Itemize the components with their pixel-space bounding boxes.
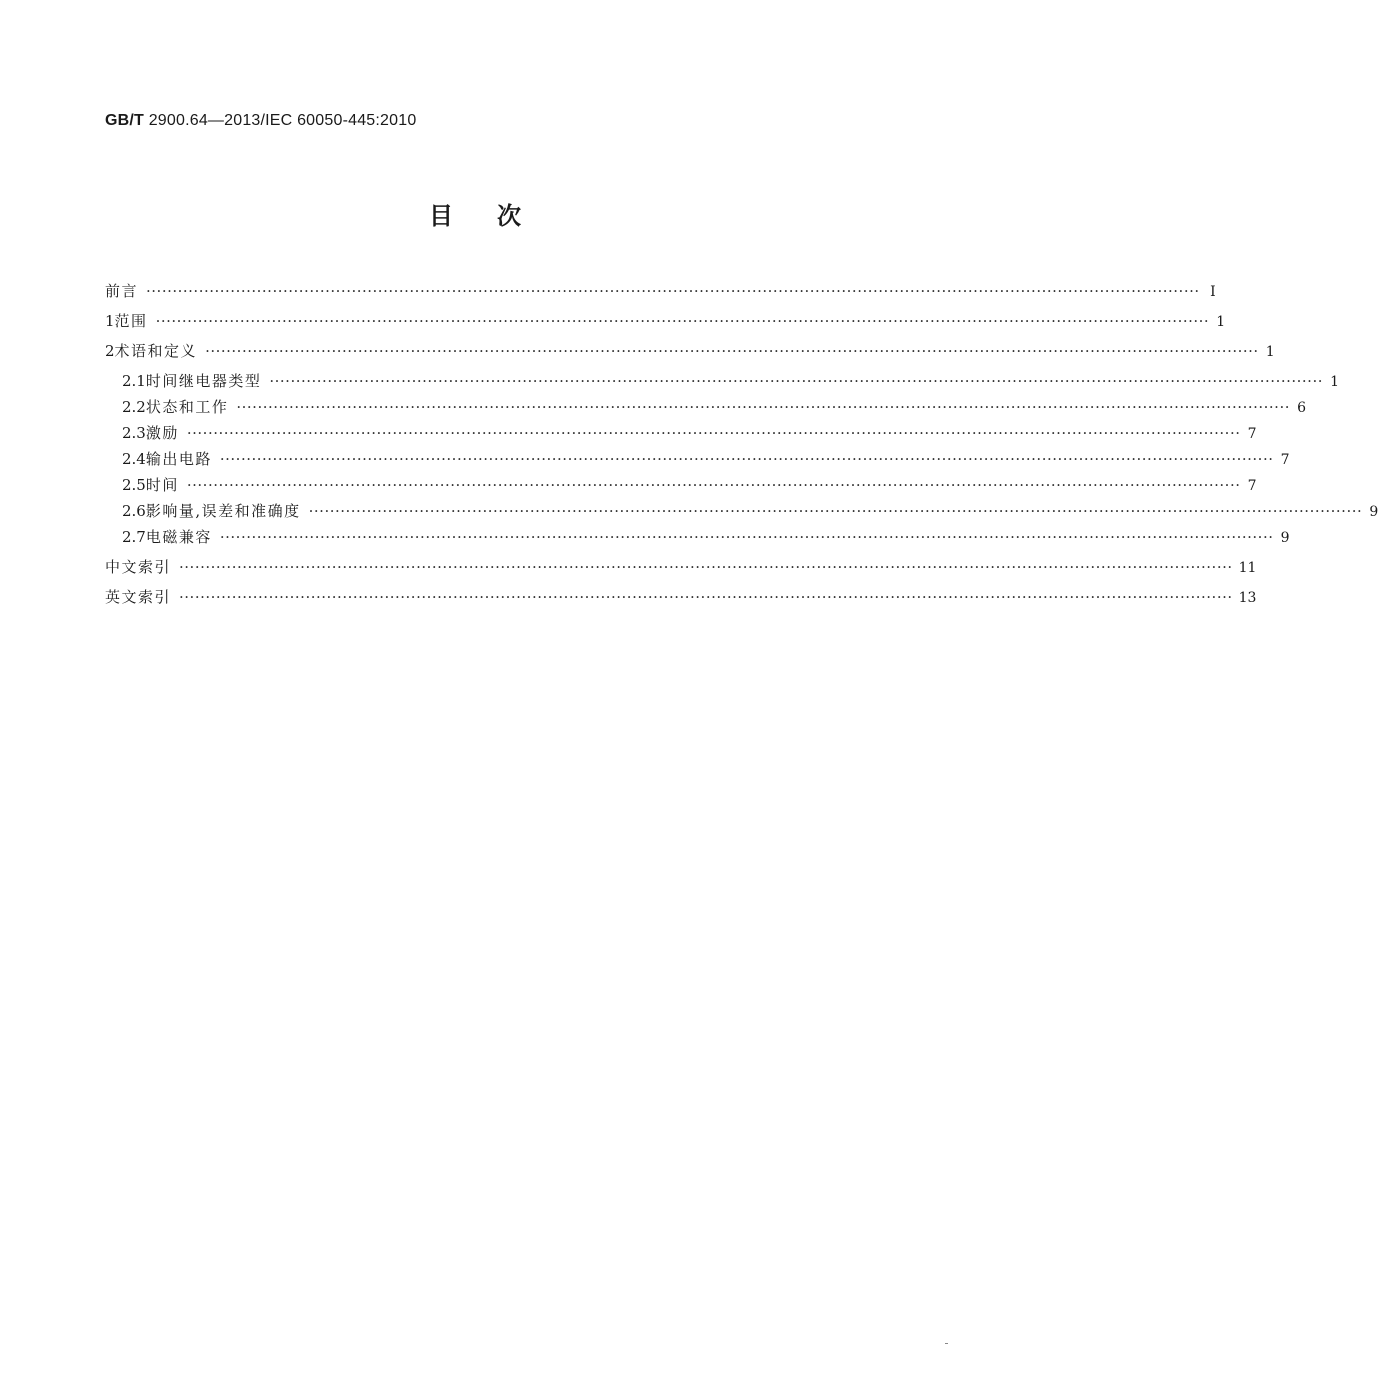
- toc-entry-label: 影响量,误差和准确度: [145, 502, 301, 520]
- dot-leader: ········································································································································································································: [219, 450, 1274, 468]
- toc-entry-label: 范围: [114, 312, 148, 330]
- toc-entry-chinese-index[interactable]: [105, 556, 1257, 578]
- toc-entry-label: 中文索引: [105, 558, 172, 576]
- toc-entry-label: 前言: [105, 282, 139, 300]
- toc-entry-label: 状态和工作: [145, 398, 229, 416]
- toc-entry-number: 1: [105, 312, 115, 330]
- toc-entry-page: Ⅰ: [1210, 284, 1216, 300]
- toc-entry-2-4[interactable]: [122, 448, 1290, 470]
- toc-entry-page: 13: [1238, 590, 1257, 606]
- toc-entry-number: 2.5: [122, 476, 146, 494]
- toc-entry-number: 2.6: [122, 502, 146, 520]
- toc-entry-number: 2: [105, 342, 115, 360]
- toc-entry-terms[interactable]: [105, 340, 1275, 362]
- scan-artifact: [945, 1343, 948, 1344]
- toc-entry-2-5[interactable]: [122, 474, 1257, 496]
- dot-leader: ········································································································································································································: [179, 588, 1233, 606]
- toc-entry-2-6[interactable]: [122, 500, 1378, 522]
- dot-leader: ········································································································································································································: [186, 476, 1241, 494]
- toc-entry-page: 6: [1297, 400, 1306, 416]
- toc-title: 目次: [429, 202, 565, 230]
- toc-entry-page: 7: [1247, 426, 1257, 442]
- toc-entry-page: 11: [1238, 560, 1257, 576]
- document-header: [105, 112, 416, 130]
- toc-entry-2-2[interactable]: [122, 396, 1306, 418]
- toc-entry-page: 7: [1247, 478, 1257, 494]
- standard-prefix: GB/T: [105, 112, 145, 129]
- toc-entry-page: 9: [1369, 504, 1378, 520]
- toc-entry-number: 2.4: [122, 450, 146, 468]
- toc-entry-label: 术语和定义: [114, 342, 198, 360]
- toc-entry-label: 英文索引: [105, 588, 172, 606]
- toc-entry-page: 1: [1330, 374, 1339, 390]
- toc-entry-foreword[interactable]: [105, 280, 1216, 302]
- dot-leader: ········································································································································································································: [205, 342, 1259, 360]
- dot-leader: ········································································································································································································: [179, 558, 1233, 576]
- toc-entry-english-index[interactable]: [105, 586, 1257, 608]
- toc-entry-2-3[interactable]: [122, 422, 1257, 444]
- toc-entry-label: 时间: [145, 476, 179, 494]
- dot-leader: ········································································································································································································: [155, 312, 1210, 330]
- dot-leader: ········································································································································································································: [308, 502, 1363, 520]
- toc-entry-number: 2.2: [122, 398, 146, 416]
- toc-entry-number: 2.3: [122, 424, 146, 442]
- toc-entry-number: 2.7: [122, 528, 146, 546]
- dot-leader: ········································································································································································································: [269, 372, 1323, 390]
- standard-number: 2900.64—2013/IEC 60050-445:2010: [148, 112, 417, 129]
- toc-entry-page: 7: [1280, 452, 1290, 468]
- toc-entry-2-7[interactable]: [122, 526, 1290, 548]
- toc-entry-scope[interactable]: [105, 310, 1226, 332]
- toc-entry-label: 时间继电器类型: [145, 372, 262, 390]
- toc-entry-2-1[interactable]: [122, 370, 1339, 392]
- toc-entry-label: 输出电路: [145, 450, 212, 468]
- dot-leader: ········································································································································································································: [236, 398, 1290, 416]
- toc-entry-label: 激励: [145, 424, 179, 442]
- toc-entry-number: 2.1: [122, 372, 146, 390]
- toc-entry-page: 1: [1216, 314, 1226, 330]
- toc-entry-label: 电磁兼容: [145, 528, 212, 546]
- dot-leader: ········································································································································································································: [186, 424, 1241, 442]
- toc-entry-page: 1: [1265, 344, 1275, 360]
- dot-leader: ········································································································································································································: [219, 528, 1274, 546]
- toc-entry-page: 9: [1280, 530, 1290, 546]
- dot-leader: ········································································································································································································: [146, 282, 1200, 300]
